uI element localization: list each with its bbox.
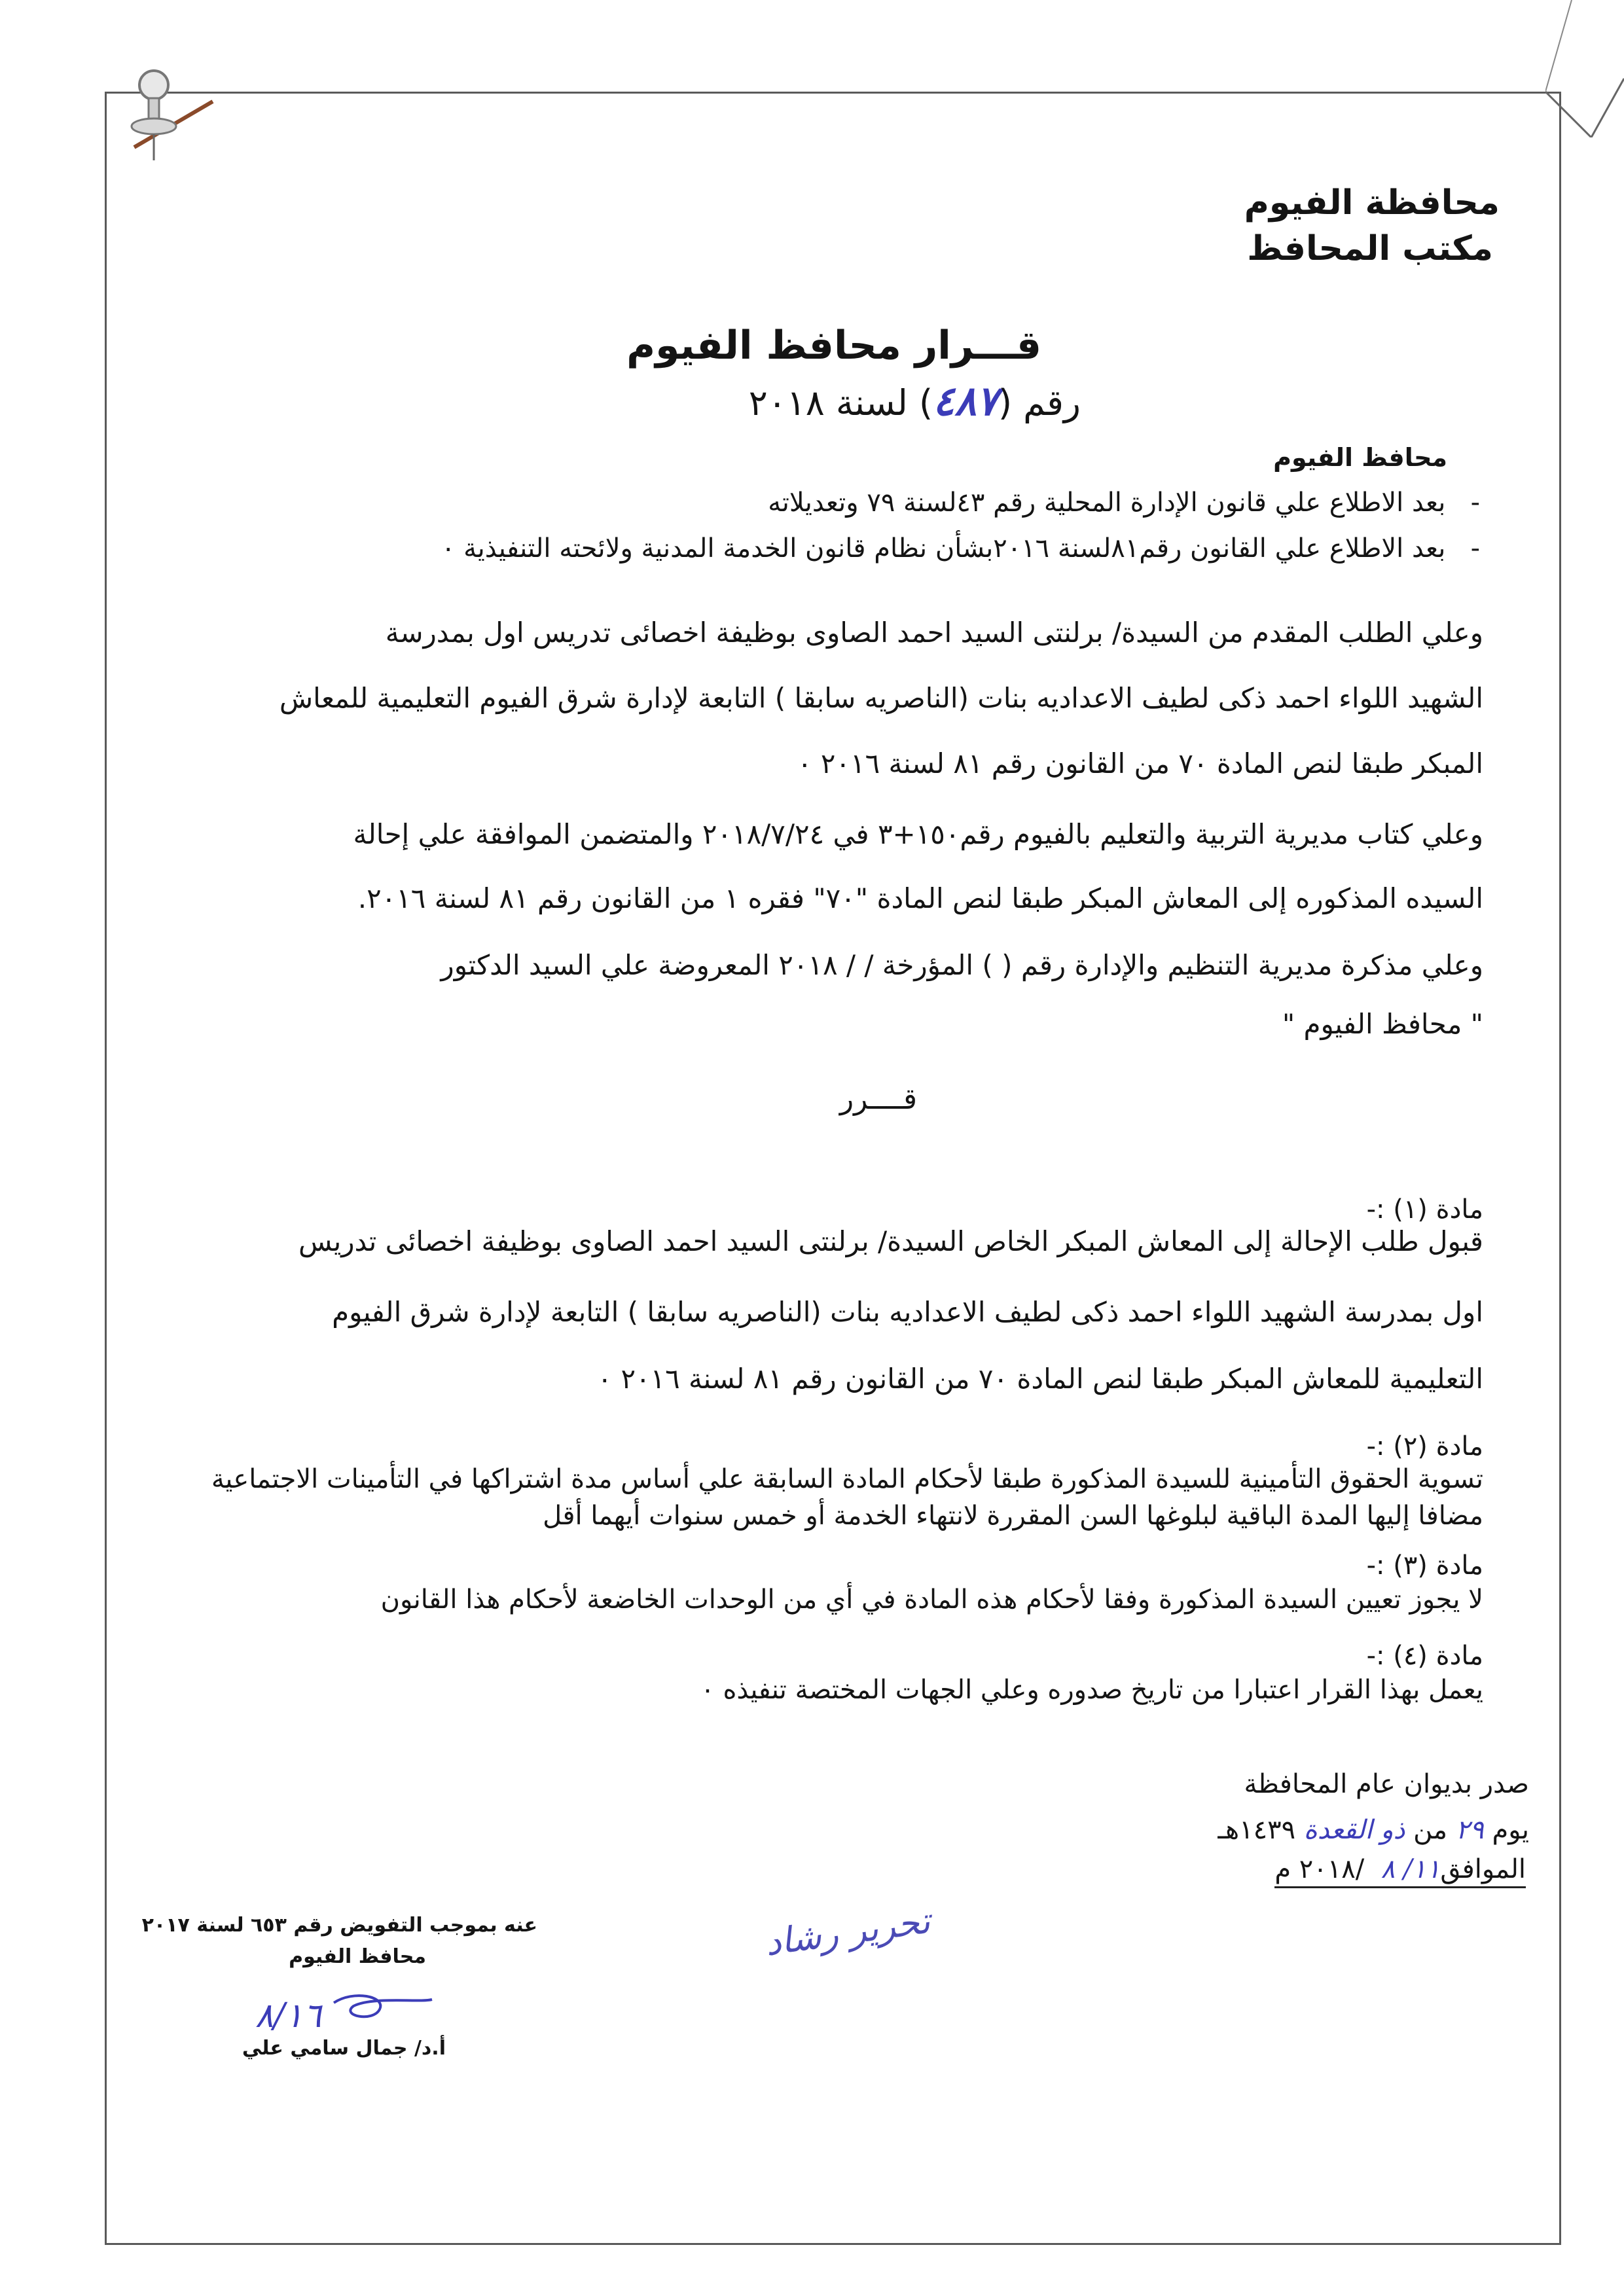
preamble-heading: محافظ الفيوم: [1273, 443, 1447, 472]
day-handwritten: ٢٩: [1455, 1815, 1484, 1845]
signatory-name: أ.د/ جمال سامي علي: [242, 2037, 446, 2060]
office-name: مكتب المحافظ: [1247, 229, 1493, 268]
signature-authority-line: عنه بموجب التفويض رقم ٦٥٣ لسنة ٢٠١٧: [141, 1914, 537, 1937]
para3-line1: وعلي مذكرة مديرية التنظيم والإدارة رقم ( ) المؤرخة / / ٢٠١٨ المعروضة علي السيد الدكتور: [441, 949, 1483, 981]
article-2-line1: تسوية الحقوق التأمينية للسيدة المذكورة طبقا لأحكام المادة السابقة علي أساس مدة اشتراكها في التأمينات الاجتماعية: [211, 1464, 1483, 1494]
corresponding-prefix: الموافق: [1440, 1854, 1526, 1884]
article-1-line3: التعليمية للمعاش المبكر طبقا لنص المادة ٧٠ من القانون رقم ٨١ لسنة ٢٠١٦ ٠: [597, 1363, 1483, 1395]
preamble-bullet-1: [768, 486, 1480, 520]
decree-number: [749, 378, 1081, 426]
signature-handwritten-date: ٨/١٦: [255, 1996, 321, 2036]
issuance-hijri-date: [1218, 1813, 1529, 1847]
article-3-label: مادة (٣) :-: [1366, 1551, 1483, 1581]
article-2-label: مادة (٢) :-: [1366, 1431, 1483, 1462]
decree-title: قـــرار محافظ الفيوم: [626, 323, 1041, 368]
month-prefix: من: [1413, 1815, 1448, 1845]
article-1-line2: اول بمدرسة الشهيد اللواء احمد ذكى لطيف الاعداديه بنات (الناصريه سابقا ) التابعة لإدارة شرق الفيوم: [332, 1296, 1483, 1328]
bullet-dash: -: [1445, 488, 1480, 518]
pushpin-icon: [115, 62, 219, 167]
bullet-1-text: بعد الاطلاع علي قانون الإدارة المحلية رقم ٤٣لسنة ٧٩ وتعديلاته: [768, 488, 1446, 518]
issuance-gregorian-date: [1274, 1852, 1526, 1888]
article-4-line1: يعمل بهذا القرار اعتبارا من تاريخ صدوره وعلي الجهات المختصة تنفيذه ٠: [700, 1675, 1483, 1705]
para2-line1: وعلي كتاب مديرية التربية والتعليم بالفيوم رقم١٥٠+٣ في ٢٠١٨/٧/٢٤ والمتضمن الموافقة علي إحالة: [353, 818, 1483, 850]
para3-line2: " محافظ الفيوم ": [1282, 1008, 1483, 1040]
para2-line2: السيده المذكوره إلى المعاش المبكر طبقا لنص المادة "٧٠" فقره ١ من القانون رقم ٨١ لسنة ٢٠١٦.: [357, 882, 1483, 914]
article-1-line1: قبول طلب الإحالة إلى المعاش المبكر الخاص السيدة/ برلنتى السيد احمد الصاوى بوظيفة اخصائى تدريس: [298, 1225, 1483, 1257]
decree-number-prefix: رقم (: [998, 382, 1081, 423]
marginal-handwritten-note: تحرير رشاد: [762, 1899, 933, 1964]
article-1-label: مادة (١) :-: [1366, 1194, 1483, 1225]
gregorian-year: /٢٠١٨ م: [1274, 1854, 1365, 1884]
bullet-2-text: بعد الاطلاع علي القانون رقم٨١لسنة ٢٠١٦بشأن نظام قانون الخدمة المدنية ولائحته التنفيذية ٠: [441, 533, 1446, 564]
article-2-line2: مضافا إليها المدة الباقية لبلوغها السن المقررة لانتهاء الخدمة أو خمس سنوات أيهما أقل: [543, 1501, 1483, 1531]
day-prefix: يوم: [1492, 1815, 1529, 1845]
gregorian-handwritten: ١١/ ٨: [1380, 1854, 1441, 1884]
folded-corner: [1545, 0, 1624, 137]
preamble-bullet-2: [441, 531, 1480, 565]
issuance-line1: صدر بديوان عام المحافظة: [1244, 1769, 1529, 1799]
para1-line2: الشهيد اللواء احمد ذكى لطيف الاعداديه بنات (الناصريه سابقا ) التابعة لإدارة شرق الفيوم التعليمية للمعاش: [279, 682, 1483, 714]
decree-number-suffix: ) لسنة ٢٠١٨: [748, 382, 933, 423]
hijri-year: ١٤٣٩هـ: [1218, 1815, 1296, 1845]
article-4-label: مادة (٤) :-: [1366, 1641, 1483, 1671]
article-3-line1: لا يجوز تعيين السيدة المذكورة وفقا لأحكام هذه المادة في أي من الوحدات الخاضعة لأحكام هذا القانون: [380, 1585, 1483, 1615]
para1-line3: المبكر طبقا لنص المادة ٧٠ من القانون رقم ٨١ لسنة ٢٠١٦ ٠: [797, 747, 1483, 780]
signature-title: محافظ الفيوم: [289, 1945, 426, 1968]
para1-line1: وعلي الطلب المقدم من السيدة/ برلنتى السيد احمد الصاوى بوظيفة اخصائى تدريس اول بمدرسة: [385, 617, 1483, 649]
bullet-dash: -: [1445, 533, 1480, 564]
month-handwritten: ذو القعدة: [1303, 1815, 1405, 1845]
governorate-name: محافظة الفيوم: [1244, 183, 1500, 223]
decree-number-handwritten: ٤٨٧: [933, 377, 998, 425]
decision-heading: قــــرر: [839, 1083, 917, 1116]
